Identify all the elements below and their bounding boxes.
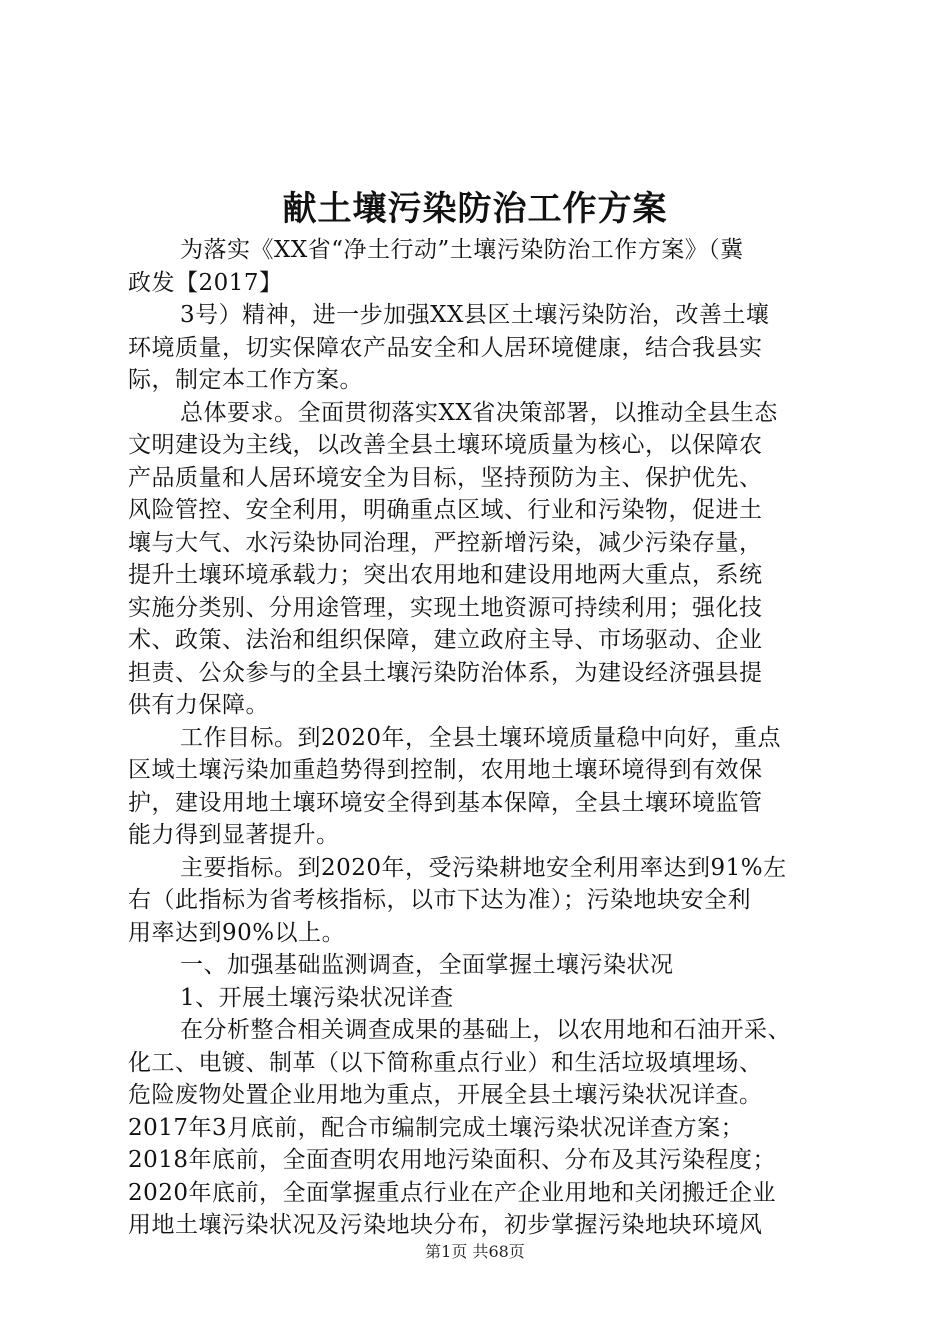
text-line: 总体要求。全面贯彻落实XX省决策部署，以推动全县生态 bbox=[180, 399, 778, 426]
text-line: 2020年底前，全面掌握重点行业在产企业用地和关闭搬迁企业 bbox=[128, 1179, 777, 1206]
text-line: 1、开展土壤污染状况详查 bbox=[180, 984, 454, 1011]
document-body bbox=[128, 234, 844, 1242]
text-line: 2018年底前，全面查明农用地污染面积、分布及其污染程度； bbox=[128, 1147, 777, 1173]
text-line: 壤与大气、水污染协同治理，严控新增污染，减少污染存量， bbox=[128, 529, 763, 556]
text-line: 工作目标。到2020年，全县土壤环境质量稳中向好，重点 bbox=[180, 724, 782, 751]
text-line: 右（此指标为省考核指标，以市下达为准）；污染地块安全利 bbox=[128, 887, 751, 913]
text-line: 主要指标。到2020年，受污染耕地安全利用率达到91%左 bbox=[180, 854, 787, 881]
page-footer: 第1页 共68页 bbox=[425, 1242, 525, 1261]
text-line: 为落实《XX省“净土行动”土壤污染防治工作方案》（冀 bbox=[180, 237, 744, 263]
text-line: 区域土壤污染加重趋势得到控制，农用地土壤环境得到有效保 bbox=[128, 757, 763, 783]
text-line: 3号）精神，进一步加强XX县区土壤污染防治，改善土壤 bbox=[180, 302, 770, 328]
text-line: 一、加强基础监测调查，全面掌握土壤污染状况 bbox=[180, 952, 674, 978]
text-line: 供有力保障。 bbox=[128, 692, 269, 718]
text-line: 实施分类别、分用途管理，实现土地资源可持续利用；强化技 bbox=[128, 594, 763, 621]
text-line: 担责、公众参与的全县土壤污染防治体系，为建设经济强县提 bbox=[128, 659, 763, 686]
text-line: 产品质量和人居环境安全为目标，坚持预防为主、保护优先、 bbox=[128, 464, 763, 491]
text-line: 术、政策、法治和组织保障，建立政府主导、市场驱动、企业 bbox=[128, 627, 763, 653]
text-line: 用地土壤污染状况及污染地块分布，初步掌握污染地块环境风 bbox=[128, 1212, 763, 1238]
text-line: 提升土壤环境承载力；突出农用地和建设用地两大重点，系统 bbox=[128, 562, 763, 588]
text-line: 政发【2017】 bbox=[128, 269, 283, 296]
text-line: 际，制定本工作方案。 bbox=[128, 367, 363, 393]
text-line: 用率达到90%以上。 bbox=[128, 919, 346, 946]
text-line: 环境质量，切实保障农产品安全和人居环境健康，结合我县实 bbox=[128, 334, 763, 361]
text-line: 护，建设用地土壤环境安全得到基本保障，全县土壤环境监管 bbox=[128, 789, 763, 816]
text-line: 能力得到显著提升。 bbox=[128, 822, 340, 848]
text-line: 文明建设为主线，以改善全县土壤环境质量为核心，以保障农 bbox=[128, 432, 763, 458]
text-line: 风险管控、安全利用，明确重点区域、行业和污染物，促进土 bbox=[128, 497, 763, 523]
document-title: 献土壤污染防治工作方案 bbox=[282, 189, 668, 229]
text-line: 2017年3月底前，配合市编制完成土壤污染状况详查方案； bbox=[128, 1114, 745, 1141]
text-line: 危险废物处置企业用地为重点，开展全县土壤污染状况详查。 bbox=[128, 1082, 763, 1108]
text-line: 化工、电镀、制革（以下简称重点行业）和生活垃圾填埋场、 bbox=[128, 1049, 763, 1076]
text-line: 在分析整合相关调查成果的基础上，以农用地和石油开采、 bbox=[180, 1017, 791, 1043]
